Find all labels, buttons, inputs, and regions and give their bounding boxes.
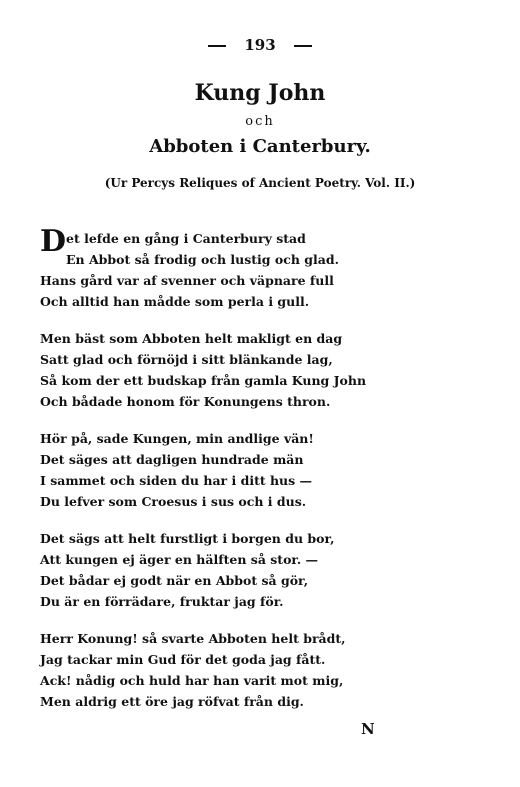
poem-line: Hör på, sade Kungen, min andlige vän!	[40, 431, 314, 446]
poem-body	[40, 224, 400, 728]
poem-line: Men bäst som Abboten helt makligt en dag	[40, 331, 343, 346]
poem-line: Det sägs att helt furstligt i borgen du bor,	[40, 531, 335, 546]
poem-line: En Abbot så frodig och lustig och glad.	[66, 252, 339, 267]
page-number-line	[0, 36, 520, 54]
poem-line: Ack! nådig och huld har han varit mot mig,	[40, 673, 344, 688]
title-conjunction: och	[245, 114, 275, 129]
poem-line: Men aldrig ett öre jag röfvat från dig.	[40, 694, 304, 709]
signature-mark: N	[361, 720, 375, 738]
stanza-5	[40, 628, 400, 712]
left-dash	[208, 45, 226, 47]
poem-subtitle: Abboten i Canterbury.	[149, 136, 371, 157]
stanza-3	[40, 428, 400, 512]
right-dash	[294, 45, 312, 47]
page-number: 193	[244, 36, 276, 54]
poem-line: Du är en förrädare, fruktar jag för.	[40, 594, 284, 609]
poem-line: Satt glad och förnöjd i sitt blänkande lag,	[40, 352, 333, 367]
poem-line: Jag tackar min Gud för det goda jag fått.	[40, 652, 326, 667]
drop-cap: D	[40, 224, 67, 259]
source-note: (Ur Percys Reliques of Ancient Poetry. Vol. II.)	[104, 176, 416, 190]
poem-line	[40, 224, 400, 259]
poem-line: Hans gård var af svenner och väpnare full	[40, 273, 334, 288]
poem-title: Kung John	[194, 80, 326, 106]
poem-line: I sammet och siden du har i ditt hus —	[40, 473, 313, 488]
stanza-1	[40, 224, 400, 312]
poem-line: Så kom der ett budskap från gamla Kung John	[40, 373, 367, 388]
poem-line: Det säges att dagligen hundrade män	[40, 452, 304, 467]
poem-line: Herr Konung! så svarte Abboten helt brådt,	[40, 631, 346, 646]
poem-line: Och alltid han mådde som perla i gull.	[40, 294, 310, 309]
stanza-4	[40, 528, 400, 612]
poem-line: Och bådade honom för Konungens thron.	[40, 394, 331, 409]
poem-line: Du lefver som Croesus i sus och i dus.	[40, 494, 307, 509]
stanza-2	[40, 328, 400, 412]
poem-line: Det bådar ej godt när en Abbot så gör,	[40, 573, 309, 588]
first-line-text: et lefde en gång i Canterbury stad	[66, 231, 306, 246]
poem-line: Att kungen ej äger en hälften så stor. —	[40, 552, 319, 567]
